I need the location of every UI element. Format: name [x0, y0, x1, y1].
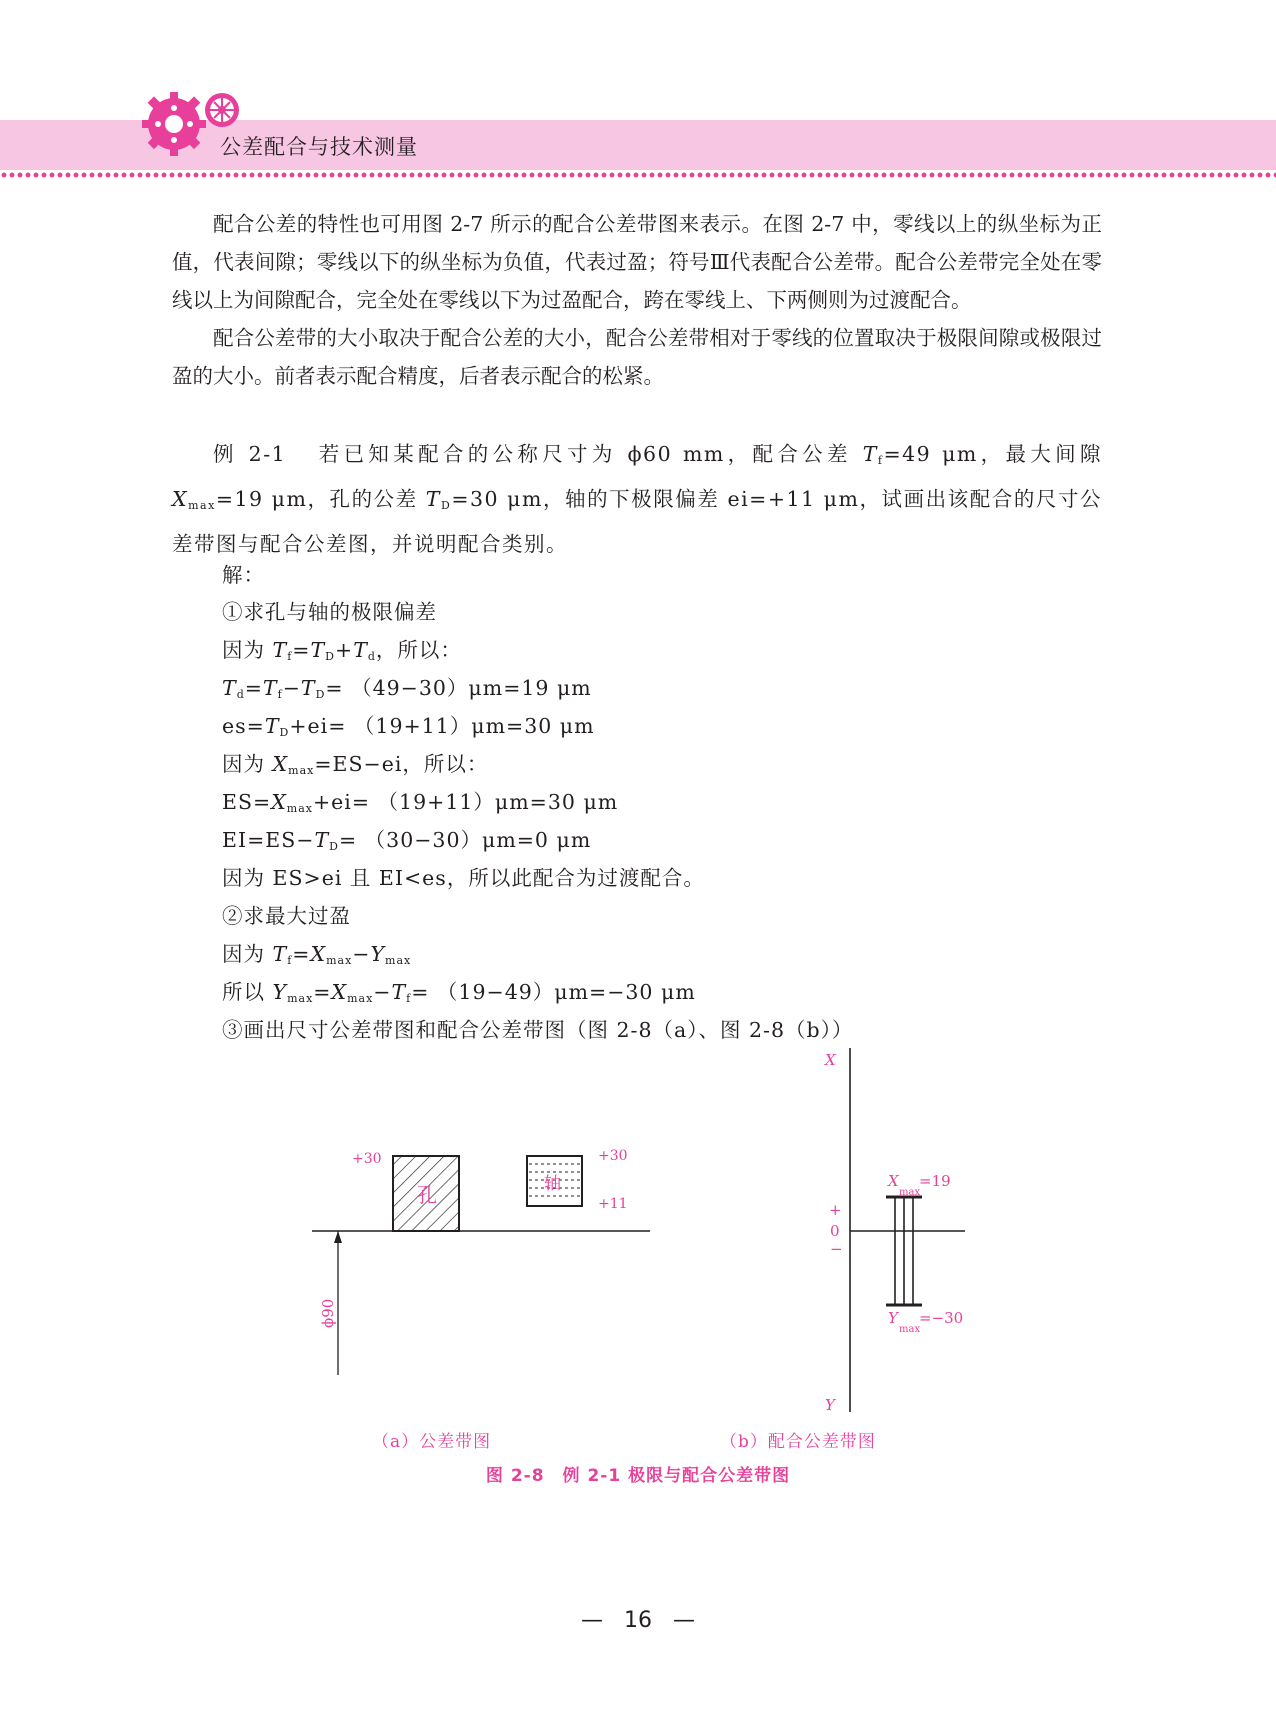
- xmax-sub: max: [899, 1187, 921, 1198]
- page-number-block: [0, 1608, 1276, 1633]
- page-number: 16: [624, 1608, 652, 1633]
- x-axis-label: X: [825, 1051, 836, 1069]
- header-dotted-rule: [0, 172, 1276, 178]
- paragraph-1: 配合公差的特性也可用图 2-7 所示的配合公差带图来表示。在图 2-7 中，零线以上的纵坐标为正值，代表间隙；零线以下的纵坐标为负值，代表过盈；符号Ⅲ代表配合公差带。配合公差带完全处在零线以上为间隙配合，完全处在零线以下为过盈配合，跨在零线上、下两侧则为过渡配合。: [172, 212, 1102, 312]
- zero-label: 0: [830, 1222, 840, 1240]
- equation-line: $es=T_D+ei= (19+11)\mu m=30$ μm: [222, 714, 595, 739]
- xmax-var: X: [888, 1172, 899, 1190]
- equation-line: $EI=ES-T_D= (30-30)\mu m=0$ μm: [222, 828, 592, 853]
- shaft-upper-label: +30: [598, 1148, 628, 1164]
- example-text: 若已知某配合的公称尺寸为 ϕ60 mm，配合公差: [318, 442, 863, 466]
- shaft-lower-label: +11: [598, 1196, 628, 1212]
- page-number-dash-icon: —: [672, 1608, 695, 1633]
- equation-line: $T_d=T_f-T_D= (49-30)\mu m=19$ μm: [222, 676, 592, 701]
- ymax-sub: max: [899, 1324, 921, 1335]
- figure-b-caption: （b）配合公差带图: [720, 1432, 876, 1452]
- figure-caption: 图 2-8 例 2-1 极限与配合公差带图: [485, 1466, 791, 1486]
- solution-heading: 解：: [222, 563, 265, 587]
- equation-line: 所以 $Y_{max}=X_{max}-T_f= (19-49)\mu m=-30$ μm: [222, 980, 696, 1005]
- page-number-dash-icon: —: [581, 1608, 604, 1633]
- var-t: T: [862, 442, 878, 466]
- example-text: =49 μm，最大间隙: [883, 442, 1102, 466]
- tolerance-zone-diagram: [300, 1130, 670, 1380]
- example-label: 例 2-1: [213, 442, 287, 466]
- equation-line: 因为 $X_{max}=ES-ei$，所以：: [222, 752, 489, 777]
- hole-upper-label: +30: [352, 1151, 382, 1167]
- shaft-label: 轴: [544, 1174, 561, 1194]
- xmax-value: =19: [919, 1172, 951, 1190]
- step-1: ①求孔与轴的极限偏差: [222, 600, 437, 624]
- var-x: X: [172, 487, 189, 511]
- sub: D: [440, 499, 452, 512]
- figure-a-caption: （a）公差带图: [372, 1432, 492, 1452]
- step-2: ②求最大过盈: [222, 904, 351, 928]
- example-text: =19 μm，孔的公差: [215, 487, 426, 511]
- fit-tolerance-diagram: [820, 1040, 980, 1420]
- var-t: T: [425, 487, 441, 511]
- sub: f: [877, 454, 884, 467]
- header-title: 公差配合与技术测量: [220, 135, 418, 159]
- dimension-arrow-icon: [334, 1231, 342, 1243]
- paragraph-2: 配合公差带的大小取决于配合公差的大小，配合公差带相对于零线的位置取决于极限间隙或极限过盈的大小。前者表示配合精度，后者表示配合的松紧。: [172, 326, 1102, 388]
- equation-line: $ES=X_{max}+ei= (19+11)\mu m=30$ μm: [222, 790, 619, 815]
- dimension-label: ϕ90: [319, 1298, 337, 1328]
- equation-line: 因为 $T_f=X_{max}-Y_{max}$: [222, 942, 412, 967]
- equation-line: 因为 ES>ei 且 EI<es，所以此配合为过渡配合。: [222, 866, 705, 890]
- equation-line: 因为 $T_f=T_D+T_d$，所以：: [222, 638, 462, 663]
- example-text: =30 μm，轴的下极限偏差 ei=+11 μm，试画出该配合的尺寸公差带图与配合公差图，并说明配合类别。: [172, 487, 1102, 556]
- minus-sign: −: [830, 1240, 843, 1258]
- ymax-value: =−30: [919, 1309, 964, 1327]
- ymax-var: Y: [888, 1309, 898, 1327]
- step-3: ③画出尺寸公差带图和配合公差带图（图 2-8（a）、图 2-8（b））: [222, 1018, 854, 1042]
- y-axis-label: Y: [825, 1396, 835, 1414]
- hole-label: 孔: [417, 1183, 437, 1207]
- sub: max: [188, 499, 216, 512]
- body-text: [172, 205, 1102, 395]
- plus-sign: +: [829, 1201, 842, 1219]
- example-paragraph: [172, 435, 1102, 563]
